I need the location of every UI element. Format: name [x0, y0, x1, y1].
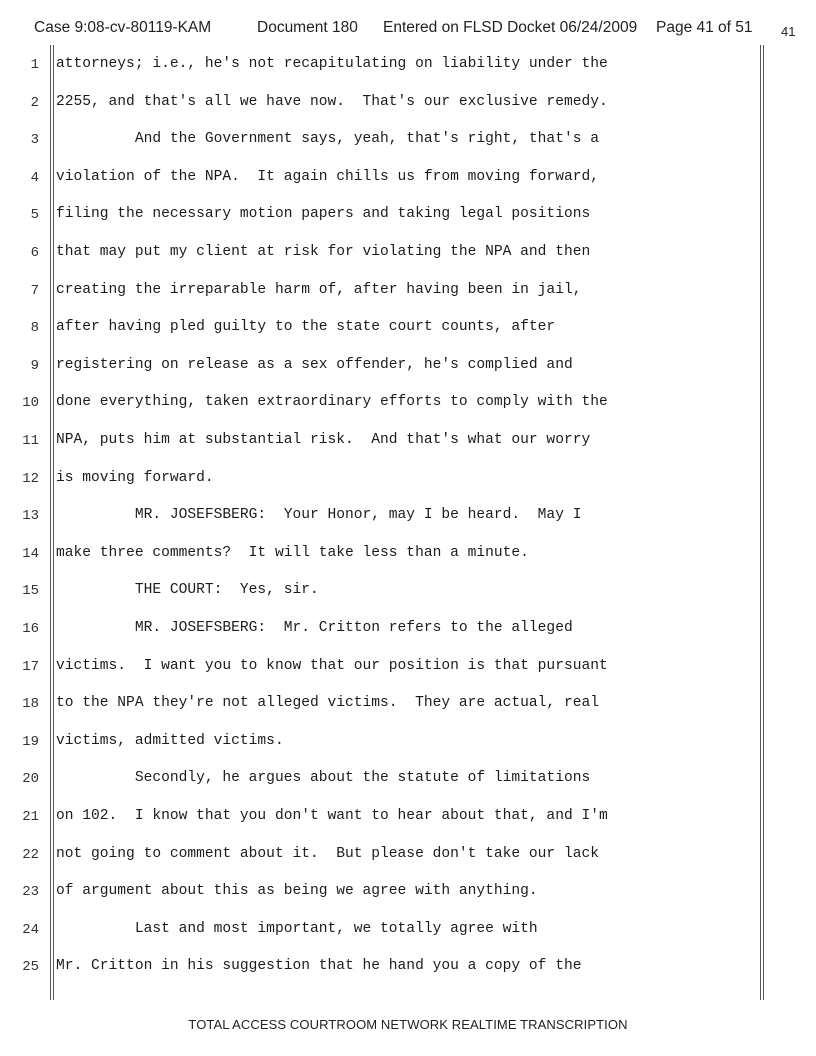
transcript-line: And the Government says, yeah, that's right, that's a [56, 131, 599, 148]
transcript-line: victims, admitted victims. [56, 732, 284, 749]
transcript-line: Last and most important, we totally agree with [56, 920, 538, 937]
line-number: 14 [22, 545, 39, 562]
transcript-line: to the NPA they're not alleged victims. They are actual, real [56, 695, 599, 712]
transcript-line: that may put my client at risk for violating the NPA and then [56, 244, 591, 260]
line-number: 8 [30, 320, 39, 337]
transcript-line: not going to comment about it. But please don't take our lack [56, 845, 599, 862]
transcript-line: attorneys; i.e., he's not recapitulating on liability under the [56, 56, 608, 72]
transcript-page-number: 41 [781, 24, 796, 39]
transcript-line: on 102. I know that you don't want to hear about that, and I'm [56, 808, 608, 824]
line-number: 16 [22, 621, 39, 637]
transcript-line: 2255, and that's all we have now. That's our exclusive remedy. [56, 93, 608, 110]
line-number: 12 [22, 470, 39, 487]
transcript-line: THE COURT: Yes, sir. [56, 582, 319, 599]
document-number: Document 180 [257, 19, 358, 36]
transcript-line: victims. I want you to know that our position is that pursuant [56, 657, 608, 674]
transcript-line: done everything, taken extraordinary efforts to comply with the [56, 394, 608, 411]
transcript-line: filing the necessary motion papers and taking legal positions [56, 206, 591, 223]
line-number: 13 [22, 508, 39, 525]
transcript-line: MR. JOSEFSBERG: Your Honor, may I be heard. May I [56, 507, 582, 524]
right-margin-rule-outer [763, 45, 764, 1000]
transcript-line: after having pled guilty to the state court counts, after [56, 319, 556, 336]
line-number: 15 [22, 583, 39, 600]
line-number: 1 [30, 57, 39, 73]
right-margin-rule [760, 45, 761, 1000]
line-number: 20 [22, 771, 39, 788]
line-number: 11 [22, 433, 39, 449]
line-number: 10 [22, 395, 39, 412]
line-number: 19 [22, 733, 39, 750]
page-indicator: Page 41 of 51 [656, 19, 753, 36]
line-number: 5 [30, 207, 39, 224]
line-number: 7 [30, 282, 39, 299]
line-number: 9 [30, 357, 39, 374]
docket-entry: Entered on FLSD Docket 06/24/2009 [383, 19, 638, 36]
line-number: 22 [22, 846, 39, 863]
transcript-line: make three comments? It will take less than a minute. [56, 544, 529, 561]
line-number: 18 [22, 696, 39, 713]
line-number: 23 [22, 884, 39, 901]
transcript-line: is moving forward. [56, 469, 214, 486]
transcript-line: violation of the NPA. It again chills us from moving forward, [56, 168, 599, 185]
transcript-line: NPA, puts him at substantial risk. And that's what our worry [56, 432, 591, 448]
left-margin-rule-inner [53, 45, 54, 1000]
left-margin-rule [50, 45, 51, 1000]
line-number: 25 [22, 959, 39, 976]
line-number: 3 [30, 132, 39, 149]
line-number: 17 [22, 658, 39, 675]
line-number: 24 [22, 921, 39, 938]
transcript-line: MR. JOSEFSBERG: Mr. Critton refers to the alleged [56, 620, 573, 636]
page-footer: TOTAL ACCESS COURTROOM NETWORK REALTIME TRANSCRIPTION [188, 1017, 628, 1032]
transcript-line: Secondly, he argues about the statute of limitations [56, 770, 591, 787]
transcript-line: creating the irreparable harm of, after having been in jail, [56, 281, 582, 298]
line-number: 6 [30, 245, 39, 261]
line-number: 4 [30, 169, 39, 186]
transcript-line: registering on release as a sex offender, he's complied and [56, 356, 573, 373]
line-number: 2 [30, 94, 39, 111]
page-header [34, 19, 804, 43]
transcript-line: Mr. Critton in his suggestion that he hand you a copy of the [56, 958, 582, 975]
transcript-line: of argument about this as being we agree with anything. [56, 883, 538, 900]
case-number: Case 9:08-cv-80119-KAM [34, 19, 212, 36]
line-number: 21 [22, 809, 39, 825]
